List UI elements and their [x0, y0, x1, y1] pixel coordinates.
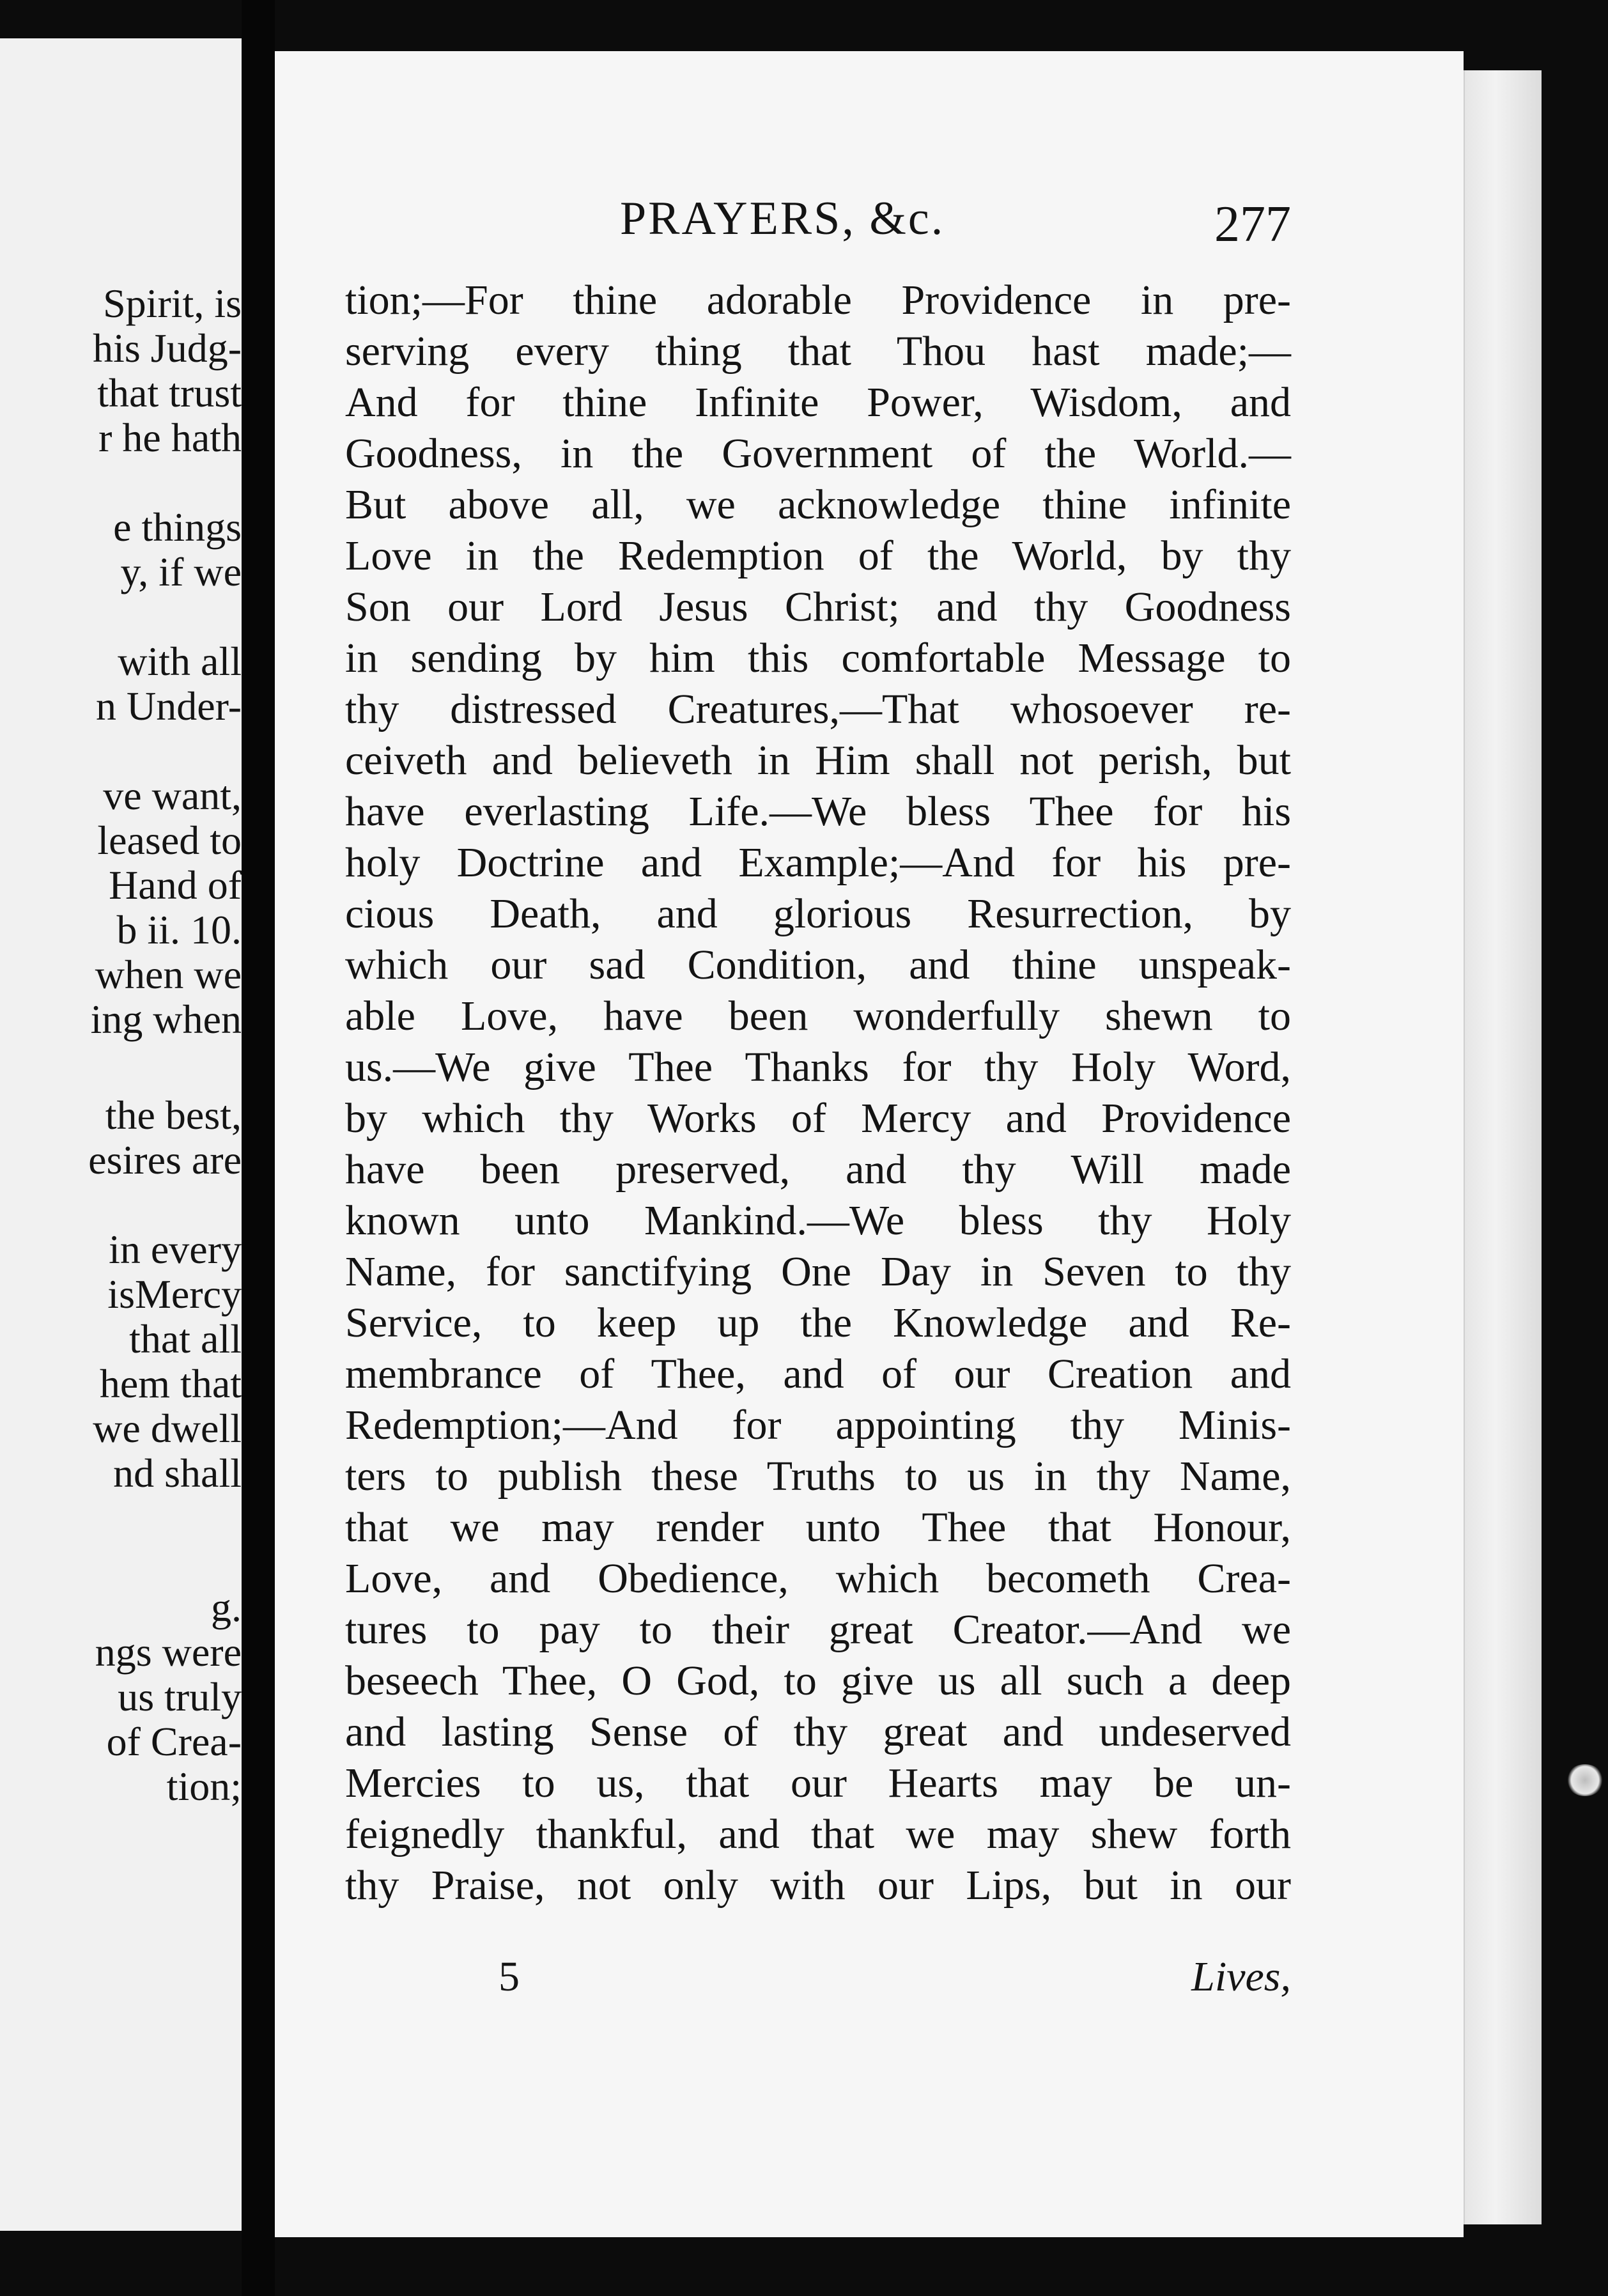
facing-page-line: g.: [211, 1585, 242, 1630]
facing-page-line: n Under-: [96, 683, 242, 729]
text-line: able Love, have been wonderfully shewn to: [345, 993, 1291, 1039]
facing-page-line: the best,: [105, 1092, 242, 1138]
text-line: But above all, we acknowledge thine infinite: [345, 481, 1291, 528]
running-title: PRAYERS, &c.: [620, 192, 945, 245]
text-line: tures to pay to their great Creator.—And we: [345, 1606, 1291, 1653]
text-line: which our sad Condition, and thine unspeak-: [345, 942, 1291, 988]
facing-page-line: his Judg-: [93, 325, 242, 371]
text-line: by which thy Works of Mercy and Providence: [345, 1095, 1291, 1142]
text-line: and lasting Sense of thy great and undeserved: [345, 1709, 1291, 1755]
text-line: serving every thing that Thou hast made;—: [345, 328, 1291, 375]
facing-page-line: leased to: [97, 818, 242, 863]
facing-page-line: of Crea-: [106, 1719, 242, 1764]
facing-page-line: tion;: [166, 1764, 242, 1809]
paper-blemish: [1566, 1764, 1604, 1796]
page-number: 277: [1214, 196, 1291, 252]
text-line: feignedly thankful, and that we may shew forth: [345, 1811, 1291, 1858]
facing-page-left: [0, 38, 242, 2231]
page-footer: [345, 1953, 1291, 2010]
facing-page-line: e things: [113, 504, 242, 550]
facing-page-line: ve want,: [103, 773, 242, 818]
page-header: [345, 192, 1291, 256]
facing-page-line: in every: [109, 1227, 242, 1272]
facing-page-line: ngs were: [95, 1629, 242, 1675]
facing-page-line: us truly: [118, 1674, 242, 1719]
text-line: ters to publish these Truths to us in thy Name,: [345, 1453, 1291, 1500]
facing-page-line: isMercy: [107, 1271, 242, 1317]
facing-page-line: hem that: [99, 1361, 242, 1406]
facing-page-line: y, if we: [120, 549, 242, 594]
text-line: Love, and Obedience, which becometh Crea-: [345, 1555, 1291, 1602]
facing-page-line: that trust: [97, 370, 242, 415]
text-line: Mercies to us, that our Hearts may be un-: [345, 1760, 1291, 1806]
facing-page-line: Spirit, is: [103, 281, 242, 326]
text-line: that we may render unto Thee that Honour,: [345, 1504, 1291, 1551]
page-body-text: [345, 275, 1291, 1911]
text-line: thy Praise, not only with our Lips, but in our: [345, 1862, 1291, 1909]
catchword: Lives,: [1191, 1953, 1291, 2000]
text-line: in sending by him this comfortable Message to: [345, 635, 1291, 681]
text-line: thy distressed Creatures,—That whosoever re-: [345, 686, 1291, 733]
text-line: holy Doctrine and Example;—And for his pre-: [345, 839, 1291, 886]
facing-page-line: we dwell: [93, 1406, 242, 1451]
text-line: have everlasting Life.—We bless Thee for his: [345, 788, 1291, 835]
facing-page-line: b ii. 10.: [116, 907, 242, 952]
facing-page-line: r he hath: [98, 415, 242, 460]
text-line: beseech Thee, O God, to give us all such a deep: [345, 1657, 1291, 1704]
facing-page-line: when we: [95, 952, 242, 997]
page-edges: [1464, 70, 1542, 2224]
facing-page-line: that all: [129, 1316, 242, 1361]
text-line: tion;—For thine adorable Providence in pre-: [345, 277, 1291, 323]
text-line: us.—We give Thee Thanks for thy Holy Word,: [345, 1044, 1291, 1090]
text-line: known unto Mankind.—We bless thy Holy: [345, 1197, 1291, 1244]
facing-page-line: nd shall: [113, 1450, 242, 1496]
facing-page-line: with all: [118, 639, 242, 684]
text-line: Son our Lord Jesus Christ; and thy Goodness: [345, 584, 1291, 630]
text-line: Name, for sanctifying One Day in Seven to thy: [345, 1248, 1291, 1295]
text-line: Goodness, in the Government of the World.—: [345, 430, 1291, 477]
text-line: Service, to keep up the Knowledge and Re-: [345, 1299, 1291, 1346]
facing-page-line: ing when: [90, 997, 242, 1042]
text-line: And for thine Infinite Power, Wisdom, and: [345, 379, 1291, 426]
text-line: have been preserved, and thy Will made: [345, 1146, 1291, 1193]
text-line: ceiveth and believeth in Him shall not perish, but: [345, 737, 1291, 784]
text-line: membrance of Thee, and of our Creation and: [345, 1351, 1291, 1397]
signature-mark: 5: [499, 1953, 520, 2000]
facing-page-line: Hand of: [109, 862, 242, 908]
book-gutter: [242, 0, 275, 2296]
text-line: Redemption;—And for appointing thy Minis-: [345, 1402, 1291, 1448]
facing-page-line: esires are: [88, 1137, 242, 1183]
text-line: cious Death, and glorious Resurrection, by: [345, 890, 1291, 937]
text-line: Love in the Redemption of the World, by thy: [345, 532, 1291, 579]
